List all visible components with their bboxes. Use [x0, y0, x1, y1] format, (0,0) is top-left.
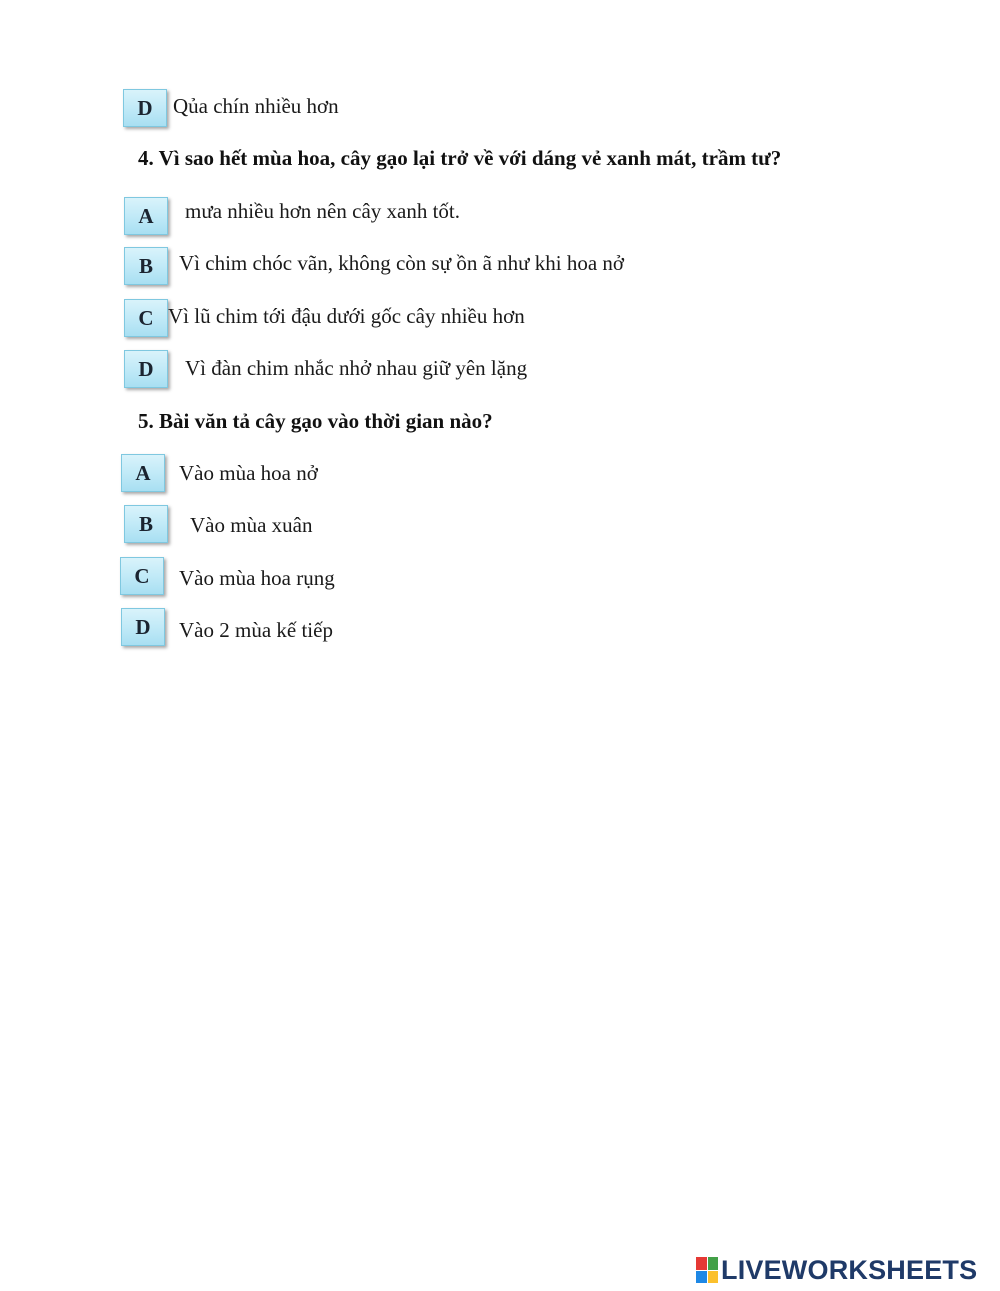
q5-option-c-button[interactable]: C	[120, 557, 164, 595]
q5-option-b-button[interactable]: B	[124, 505, 168, 543]
q4-option-c-button[interactable]: C	[124, 299, 168, 337]
q4-option-a-text: mưa nhiều hơn nên cây xanh tốt.	[185, 199, 460, 223]
liveworksheets-brand	[696, 1255, 977, 1285]
q4-option-d-button[interactable]: D	[124, 350, 168, 388]
q5-option-d-text: Vào 2 mùa kế tiếp	[179, 618, 333, 642]
q4-option-c-text: Vì lũ chim tới đậu dưới gốc cây nhiều hơn	[168, 304, 525, 328]
liveworksheets-logo-icon	[696, 1257, 718, 1283]
q4-option-a-button[interactable]: A	[124, 197, 168, 235]
q4-option-b-text: Vì chim chóc vãn, không còn sự ồn ã như khi hoa nở	[179, 251, 625, 275]
q5-question-text: 5. Bài văn tả cây gạo vào thời gian nào?	[138, 409, 493, 433]
q4-option-b-button[interactable]: B	[124, 247, 168, 285]
q4-question-text: 4. Vì sao hết mùa hoa, cây gạo lại trở về với dáng vẻ xanh mát, trầm tư?	[138, 146, 782, 170]
brand-text: LIVEWORKSHEETS	[721, 1254, 978, 1285]
q5-option-d-button[interactable]: D	[121, 608, 165, 646]
q5-option-b-text: Vào mùa xuân	[190, 513, 313, 537]
q3-option-d-button[interactable]: D	[123, 89, 167, 127]
q5-option-c-text: Vào mùa hoa rụng	[179, 566, 335, 590]
q3-option-d-text: Qủa chín nhiều hơn	[173, 94, 339, 118]
q4-option-d-text: Vì đàn chim nhắc nhở nhau giữ yên lặng	[185, 356, 528, 380]
q5-option-a-text: Vào mùa hoa nở	[179, 461, 318, 485]
q5-option-a-button[interactable]: A	[121, 454, 165, 492]
